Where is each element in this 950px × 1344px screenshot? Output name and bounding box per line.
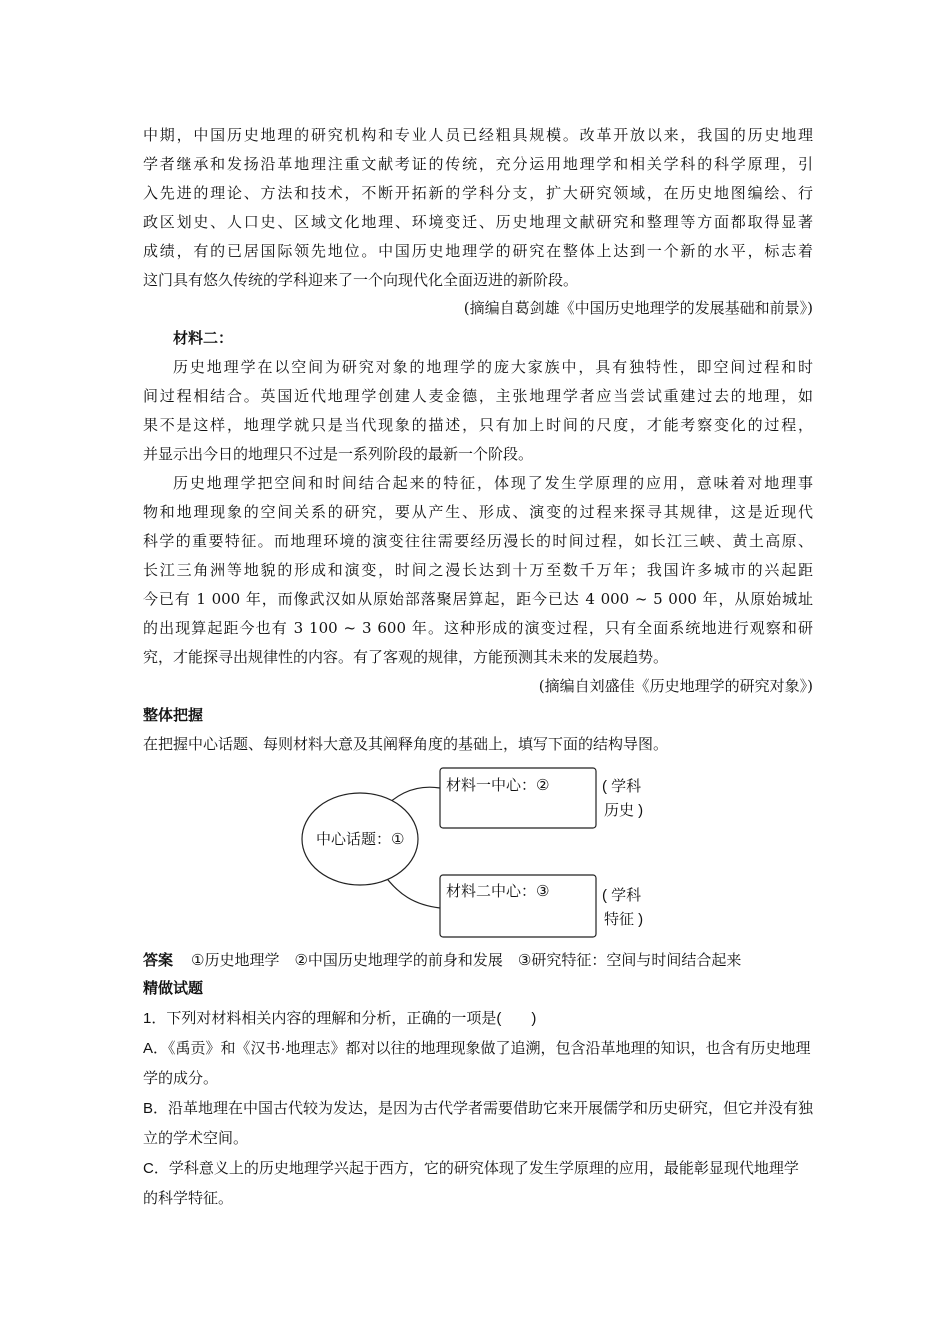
material2-center-label: 材料二中心：③ (446, 883, 550, 900)
material2-source: (摘编自刘盛佳《历史地理学的研究对象》) (538, 677, 813, 695)
overview-heading: 整体把握 (143, 707, 204, 724)
material2-para2-line: 的出现算起距今也有 3 100 ~ 3 600 年。这种形成的演变过程，只有全面系统地进行观察和研 (143, 619, 813, 637)
note1-line2: 历史 ) (604, 802, 644, 819)
material2-para2-line: 物和地理现象的空间关系的研究，要从产生、形成、演变的过程来探寻其规律，这是近现代 (143, 503, 813, 521)
overview-instruction: 在把握中心话题、每则材料大意及其阐释角度的基础上，填写下面的结构导图。 (143, 736, 669, 753)
question-1: 1．下列对材料相关内容的理解和分析，正确的一项是( ) (143, 1010, 537, 1027)
structure-diagram (290, 760, 670, 940)
material2-para1-line: 间过程相结合。英国近代地理学创建人麦金德，主张地理学者应当尝试重建过去的地理，如 (143, 387, 813, 405)
center-topic-label: 中心话题：① (316, 831, 405, 848)
material1-line: 入先进的理论、方法和技术，不断开拓新的学科分支，扩大研究领域，在历史地图编绘、行 (143, 184, 813, 202)
note1-line1: ( 学科 (602, 778, 642, 795)
material1-center-label: 材料一中心：② (446, 777, 550, 794)
practice-heading: 精做试题 (143, 980, 204, 997)
material1-line: 学者继承和发扬沿革地理注重文献考证的传统，充分运用地理学和相关学科的科学原理，引 (143, 155, 813, 173)
material2-para2-line: 今已有 1 000 年，而像武汉如从原始部落聚居算起，距今已达 4 000 ~ 5 000 年，从原始城址 (143, 590, 813, 608)
note2-line2: 特征 ) (604, 911, 644, 928)
material2-para2-line: 科学的重要特征。而地理环境的演变往往需要经历漫长的时间过程，如长江三峡、黄土高原、 (143, 532, 813, 550)
material2-para1-line: 历史地理学在以空间为研究对象的地理学的庞大家族中，具有独特性，即空间过程和时 (173, 358, 813, 376)
answer-text: ①历史地理学 ②中国历史地理学的前身和发展 ③研究特征：空间与时间结合起来 (191, 952, 742, 969)
material2-para1-line: 并显示出今日的地理只不过是一系列阶段的最新一个阶段。 (143, 445, 534, 463)
option-c: C．学科意义上的历史地理学兴起于西方，它的研究体现了发生学原理的应用，最能彰显现代地理学的科学特征。 (143, 1160, 799, 1207)
material1-line: 成绩，有的已居国际领先地位。中国历史地理学的研究在整体上达到一个新的水平，标志着 (143, 242, 813, 260)
material1-line: 这门具有悠久传统的学科迎来了一个向现代化全面迈进的新阶段。 (143, 271, 579, 289)
material2-para2-line: 长江三角洲等地貌的形成和演变，时间之漫长达到十万至数千万年；我国许多城市的兴起距 (143, 561, 813, 579)
option-a: A．《禹贡》和《汉书·地理志》都对以往的地理现象做了追溯，包含沿革地理的知识，也含有历史地理学的成分。 (143, 1040, 811, 1087)
answer-row (143, 946, 823, 976)
material2-para2-line: 究，才能探寻出规律性的内容。有了客观的规律，方能预测其未来的发展趋势。 (143, 648, 669, 666)
material1-source: (摘编自葛剑雄《中国历史地理学的发展基础和前景》) (463, 299, 813, 317)
material2-heading: 材料二： (173, 330, 234, 347)
material1-line: 中期，中国历史地理的研究机构和专业人员已经粗具规模。改革开放以来，我国的历史地理 (143, 126, 813, 144)
material2-para1-line: 果不是这样，地理学就只是当代现象的描述，只有加上时间的尺度，才能考察变化的过程， (143, 416, 813, 434)
material1-line: 政区划史、人口史、区域文化地理、环境变迁、历史地理文献研究和整理等方面都取得显著 (143, 213, 813, 231)
option-b: B．沿革地理在中国古代较为发达，是因为古代学者需要借助它来开展儒学和历史研究，但它并没有独立的学术空间。 (143, 1100, 814, 1147)
note2-line1: ( 学科 (602, 887, 642, 904)
material2-para2-line: 历史地理学把空间和时间结合起来的特征，体现了发生学原理的应用，意味着对地理事 (173, 474, 813, 492)
answer-label: 答案 (143, 952, 174, 969)
